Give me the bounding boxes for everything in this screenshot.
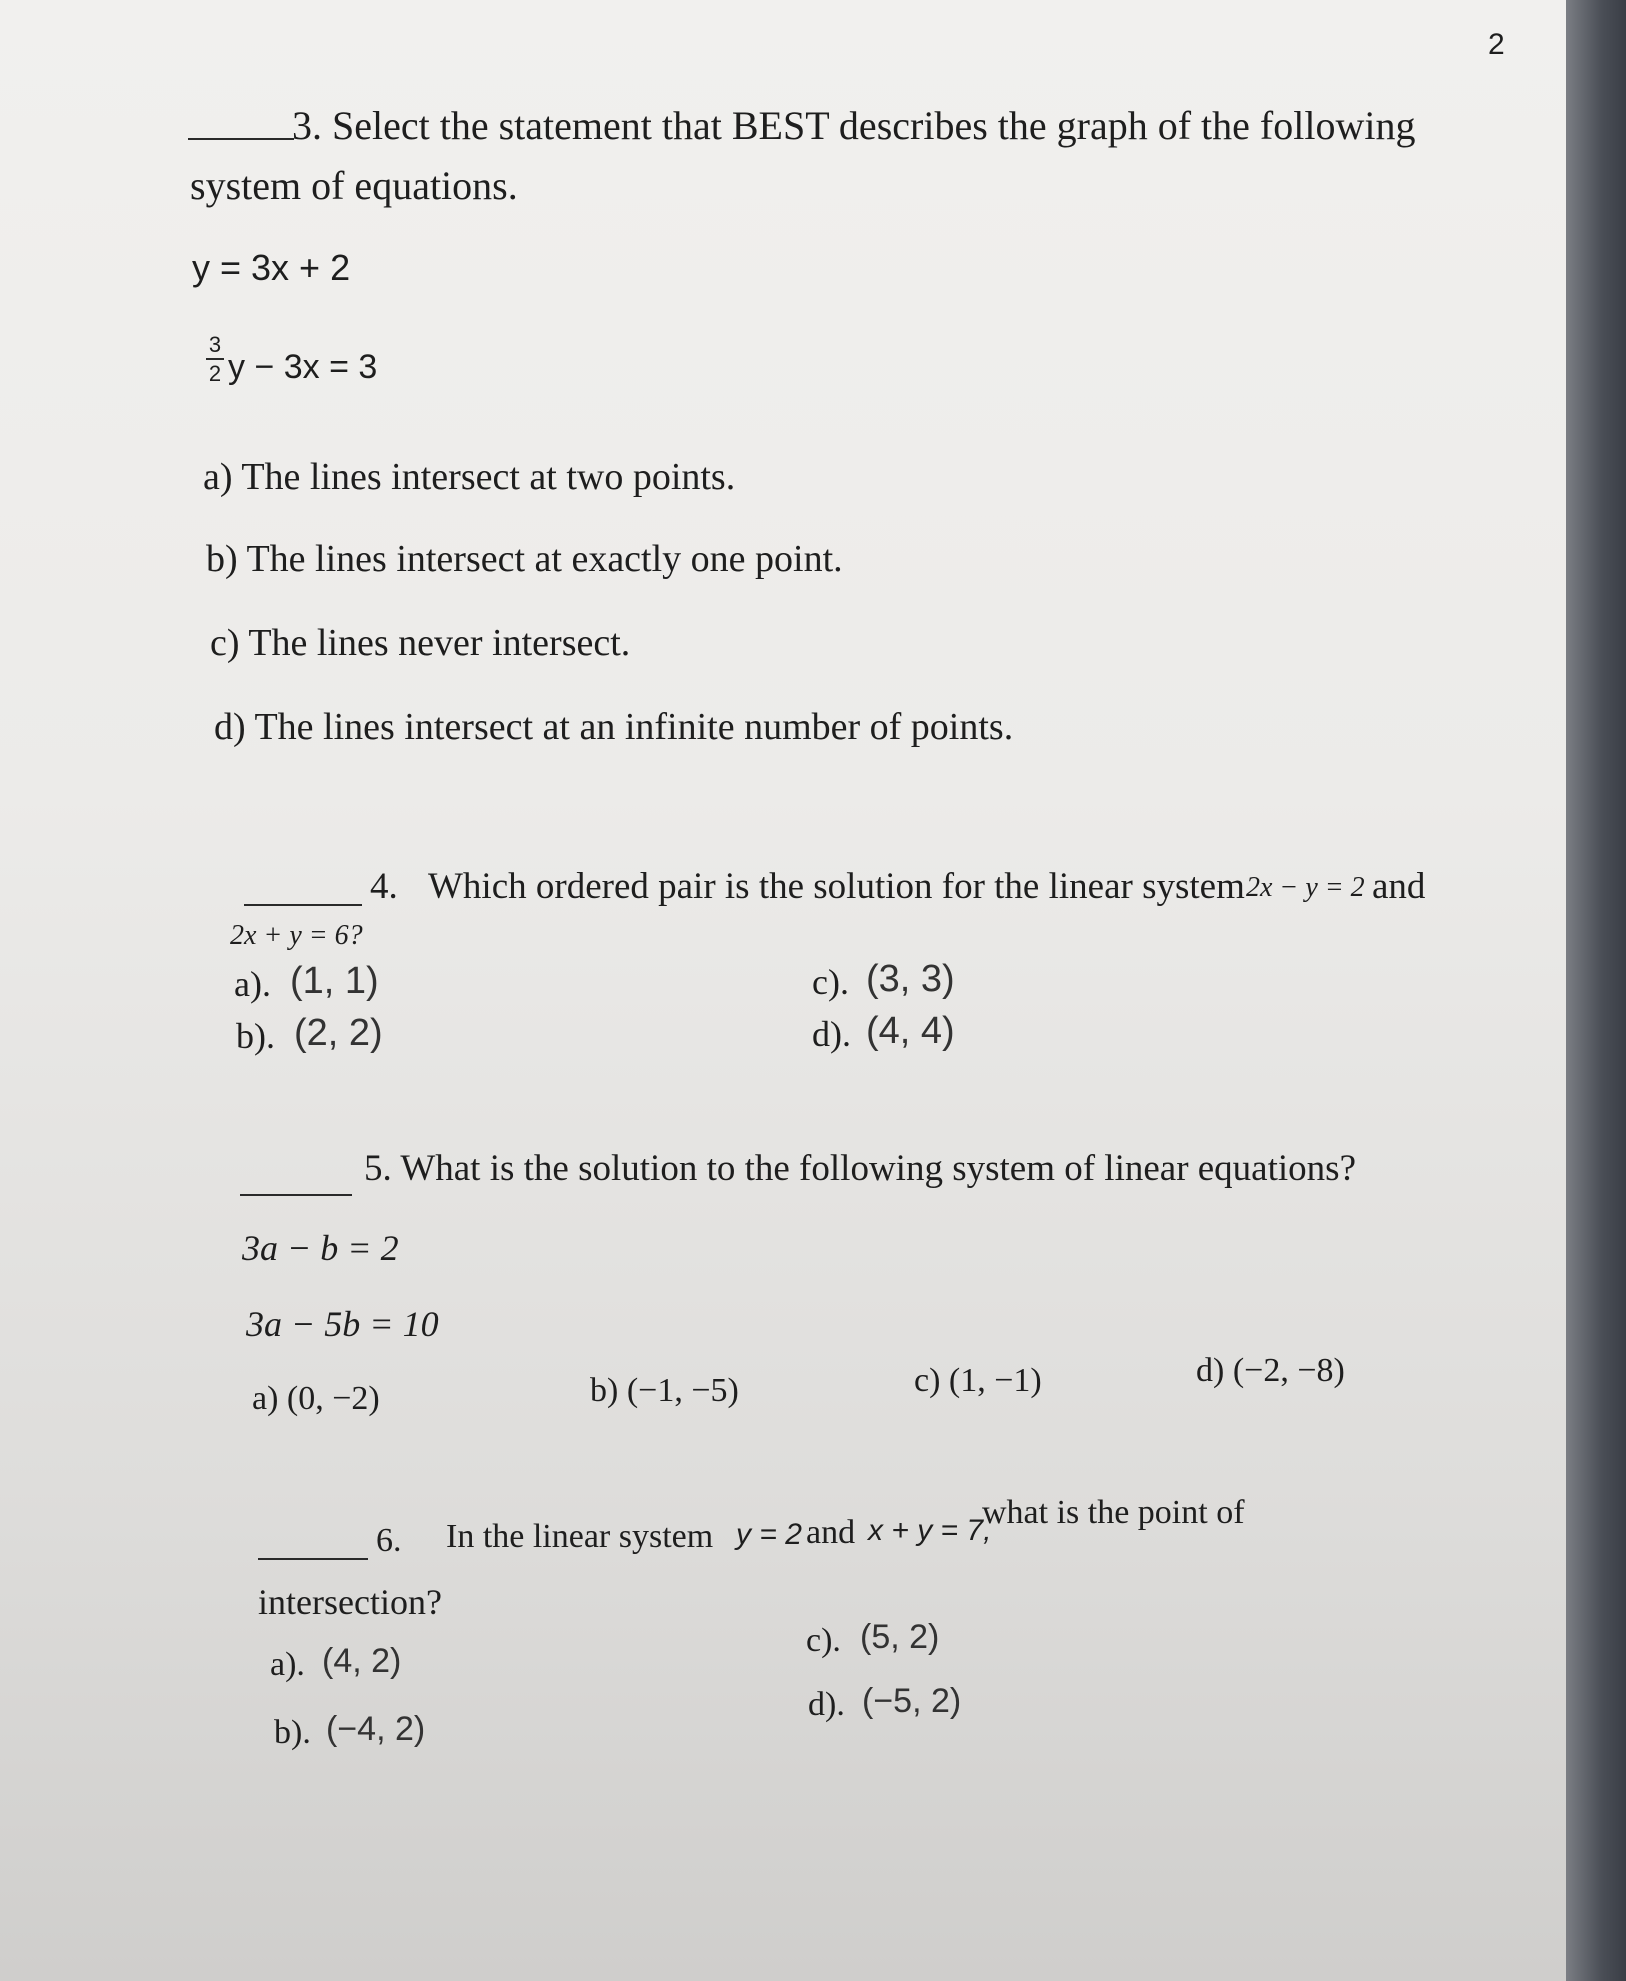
fraction-denominator: 2 xyxy=(208,361,222,386)
q6-option-a-label[interactable]: a). xyxy=(270,1646,305,1683)
q6-question-text-a: In the linear system xyxy=(446,1518,714,1555)
q6-option-b-value[interactable]: (−4, 2) xyxy=(326,1710,426,1748)
q4-option-d-label[interactable]: d). xyxy=(812,1014,851,1054)
q6-answer-blank[interactable] xyxy=(258,1558,368,1560)
q5-option-b[interactable]: b) (−1, −5) xyxy=(590,1372,739,1409)
q3-question-text: 3. Select the statement that BEST describes the graph of the following xyxy=(292,103,1416,148)
q6-number: 6. xyxy=(376,1522,402,1559)
q3-answer-blank[interactable] xyxy=(188,138,294,140)
q6-option-d-label[interactable]: d). xyxy=(808,1686,845,1723)
q5-equation-2: 3a − 5b = 10 xyxy=(246,1304,439,1344)
q4-and: and xyxy=(1372,866,1426,907)
q4-option-b-label[interactable]: b). xyxy=(236,1016,275,1056)
q3-equation-1: y = 3x + 2 xyxy=(192,247,351,288)
q4-option-b-value[interactable]: (2, 2) xyxy=(294,1012,383,1054)
q3-equation-2: y − 3x = 3 xyxy=(228,348,378,386)
q4-option-a-value[interactable]: (1, 1) xyxy=(290,960,379,1002)
q6-option-b-label[interactable]: b). xyxy=(274,1714,311,1751)
q6-question-text-b: what is the point of xyxy=(982,1494,1245,1531)
q6-option-c-label[interactable]: c). xyxy=(806,1622,841,1659)
fraction-numerator: 3 xyxy=(208,332,222,357)
q6-option-c-value[interactable]: (5, 2) xyxy=(860,1618,940,1656)
fraction-bar xyxy=(206,358,224,360)
q4-option-c-label[interactable]: c). xyxy=(812,962,849,1002)
q4-answer-blank[interactable] xyxy=(244,904,362,906)
monitor-bezel xyxy=(1566,0,1626,1981)
q5-answer-blank[interactable] xyxy=(240,1194,352,1196)
q4-number: 4. xyxy=(370,866,398,907)
q5-equation-1: 3a − b = 2 xyxy=(242,1228,399,1268)
q5-option-c[interactable]: c) (1, −1) xyxy=(914,1362,1042,1399)
q3-option-a[interactable]: a) The lines intersect at two points. xyxy=(203,456,736,498)
q4-equation-1: 2x − y = 2 xyxy=(1246,872,1365,903)
q5-option-d[interactable]: d) (−2, −8) xyxy=(1196,1352,1345,1389)
q4-question-text: Which ordered pair is the solution for the linear system xyxy=(428,866,1245,907)
page-number: 2 xyxy=(1488,28,1505,61)
q6-question-text-line2: intersection? xyxy=(258,1582,442,1622)
q3-option-b[interactable]: b) The lines intersect at exactly one point. xyxy=(206,538,843,580)
q5-option-a[interactable]: a) (0, −2) xyxy=(252,1380,380,1417)
q4-equation-2: 2x + y = 6? xyxy=(230,920,363,951)
q6-equation-1: y = 2 xyxy=(736,1518,802,1551)
q4-option-c-value[interactable]: (3, 3) xyxy=(866,958,955,1000)
q3-equation-2-fraction xyxy=(206,334,224,385)
q5-question-text: 5. What is the solution to the following system of linear equations? xyxy=(364,1148,1356,1189)
q3-option-c[interactable]: c) The lines never intersect. xyxy=(210,622,631,664)
q6-option-a-value[interactable]: (4, 2) xyxy=(322,1642,402,1680)
q3-option-d[interactable]: d) The lines intersect at an infinite number of points. xyxy=(214,706,1014,748)
q4-option-d-value[interactable]: (4, 4) xyxy=(866,1010,955,1052)
q6-equation-2: x + y = 7, xyxy=(868,1514,992,1547)
q3-question-text-line2: system of equations. xyxy=(190,163,518,208)
q6-option-d-value[interactable]: (−5, 2) xyxy=(862,1682,962,1720)
q4-option-a-label[interactable]: a). xyxy=(234,964,271,1004)
q6-and: and xyxy=(806,1514,856,1551)
